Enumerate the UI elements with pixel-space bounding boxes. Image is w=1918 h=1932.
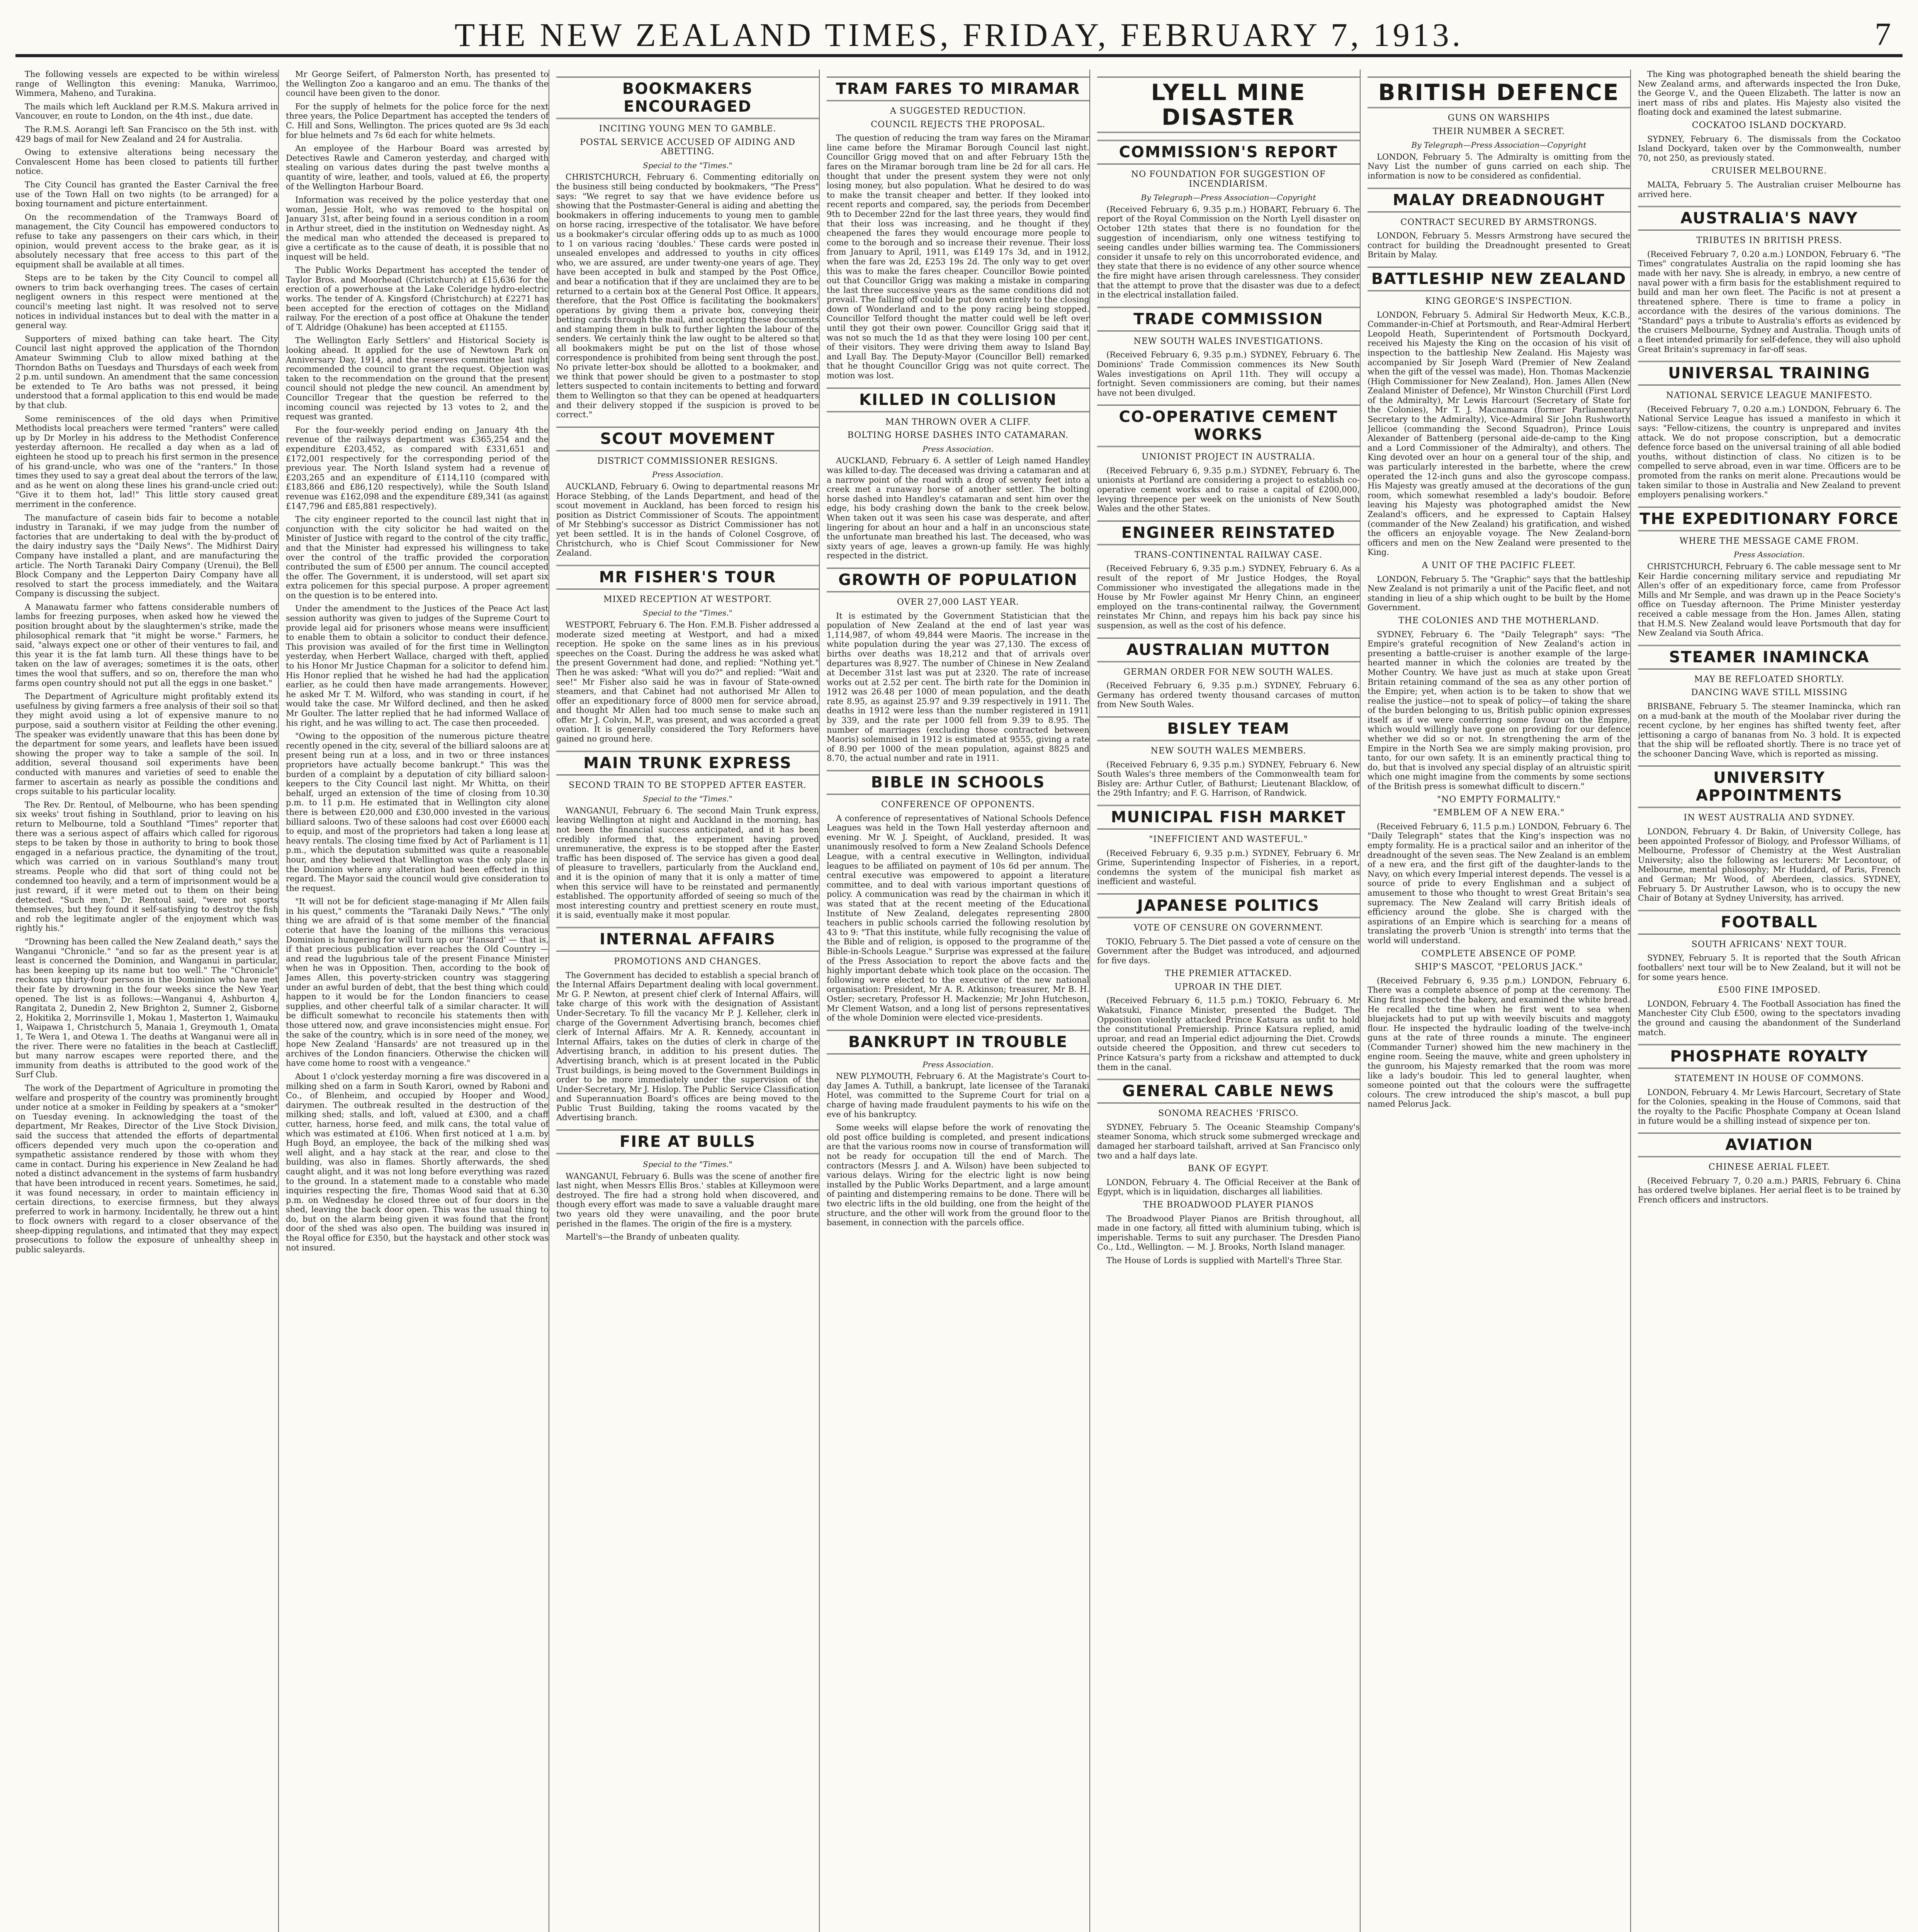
article-paragraph: (Received February 7, 0.20 a.m.) LONDON, February 6. "The Times" congratulates Australia on the rapid looming she has made with her navy. She is already, in embryo, a new centre of naval power with a firm basis for the establishment required to build and man her own fleet. The Pacific is not at present a threatened sphere. There is time to frame a policy in accordance with the desires of the various dominions. The "Standard" pays a tribute to Australia's efforts as evidenced by the cruisers Melbourne, Sydney and Australia. Though units of a fleet intended primarily for self-defence, they will also uphold Great Britain's supremacy in far-off seas.	[1638, 249, 1901, 354]
news-credit: By Telegraph—Press Association—Copyright	[1141, 193, 1316, 202]
article-paragraph: LONDON, February 4. The Official Receiver at the Bank of Egypt, which is in liquidation, discharges all liabilities.	[1097, 1177, 1360, 1197]
article-paragraph: (Received February 6, 9.35 p.m.) SYDNEY, February 6. As a result of the report of Mr Justice Hodges, the Royal Commissioner who investigated the allegations made in the House by Mr Fowler against Mr Henry Chinn, an engineer employed on the trans-continental railway, the Government reinstates Mr Chinn, and repays him his back pay since his suspension, as well as the cost of his defence.	[1097, 564, 1360, 630]
column-3	[556, 70, 820, 1932]
article-paragraph: The city engineer reported to the council last night that in conjunction with the city solicitor he had waited on the Minister of Justice with regard to the control of the city traffic, and that the Minister had expressed his willingness to take over the control of the traffic provided the corporation contributed the sum of £500 per annum. The council accepted the offer. The Government, it is understood, will set apart six extra policemen for this special purpose. A proper agreement on the question is to be entered into.	[286, 515, 549, 600]
article-paragraph: The Department of Agriculture might profitably extend its usefulness by giving farmers a free analysis of their soil so that they might avoid using a lot of expensive manure to no purpose, said a southern visitor at Feilding the other evening. The speaker was evidently unaware that this has been done by the department for some years, and leaflets have been issued showing the proper way to take a sample of the soil. In addition, several thousand soil experiments have been conducted with manures and varieties of seed to enable the farmer to ascertain as nearly as possible the conditions and crops suitable to his particular locality.	[15, 692, 278, 796]
news-credit: Press Association.	[922, 444, 994, 454]
section-subheading: UNIONIST PROJECT IN AUSTRALIA.	[1142, 452, 1315, 462]
article-paragraph: TOKIO, February 5. The Diet passed a vote of censure on the Government after the Budget was introduced, and adjourned for five days.	[1097, 937, 1360, 965]
section-headline: BATTLESHIP NEW ZEALAND	[1368, 267, 1630, 291]
section-headline: MUNICIPAL FISH MARKET	[1097, 805, 1360, 830]
section-subheading: CONFERENCE OF OPPONENTS.	[881, 800, 1035, 810]
article-paragraph: SYDNEY, February 6. The "Daily Telegraph" says: "The Empire's grateful recognition of New Zealand's action in presenting a battle-cruiser is another example of the large-hearted manner in which the colonies are treated by the Mother Country. We have just as much at stake upon Great Britain retaining command of the sea as any other portion of the Empire; yet, when action is to be taken to show that we realise the justice—not to speak of policy—of taking the share of the burden belonging to us, British public opinion expresses itself as if we were conferring some favour on the Empire, which would willingly have gone on providing for our defence whether we did so or not. In strengthening the arm of the Empire in the North Sea we are simply making provision, pro tanto, for our own safety. It is an eminently practical thing to do, but that is involved any special display of an altruistic spirit which one might imagine from the comments by some sections of the British press is somewhat difficult to discern."	[1368, 629, 1630, 791]
news-credit: Press Association.	[922, 1060, 994, 1069]
section-headline: INTERNAL AFFAIRS	[556, 927, 819, 952]
section-subheading: WHERE THE MESSAGE CAME FROM.	[1679, 536, 1859, 546]
masthead-title: THE NEW ZEALAND TIMES, FRIDAY, FEBRUARY 7, 1913.	[454, 16, 1464, 53]
article-paragraph: On the recommendation of the Tramways Board of management, the City Council has empowered conductors to refuse to take any passengers on their cars which, in their opinion, would prevent access to the brake gear, as it is absolutely necessary that free access to this part of the equipment shall be available at all times.	[15, 212, 278, 269]
article-paragraph: (Received February 7, 0.20 a.m.) LONDON, February 6. The National Service League has issued a manifesto in which it says: "Fellow-citizens, the country is unprepared and invites attack. We do not propose conscription, but a democratic defence force based on the universal training of all able bodied youths, without distinction of class. No citizen is to be compelled to serve abroad, even in war time. Officers are to be promoted from the ranks on merit alone. Precautions would be taken similar to those in Australia and New Zealand to prevent employers penalising workers."	[1638, 404, 1901, 500]
article-paragraph: The City Council has granted the Easter Carnival the free use of the Town Hall on two nights (to be arranged) for a boxing tournament and picture entertainment.	[15, 180, 278, 209]
article-paragraph: An employee of the Harbour Board was arrested by Detectives Rawle and Cameron yesterday, and charged with stealing on various dates during the past twelve months a quantity of wire, leather, and tools, valued at £6, the property of the Wellington Harbour Board.	[286, 144, 549, 191]
article-paragraph: The manufacture of casein bids fair to become a notable industry in Taranaki, if we may judge from the number of factories that are undertaking to deal with the by-product of the dairy industry says the "Daily News". The Midhirst Dairy Company have installed a plant, and are manufacturing the article. The North Taranaki Dairy Company (Urenui), the Bell Block Company and the Lepperton Dairy Company have all resolved to start the process immediately, and the Waitara Company is discussing the subject.	[15, 513, 278, 599]
article-paragraph: The House of Lords is supplied with Martell's Three Star.	[1106, 1255, 1342, 1265]
article-paragraph: Supporters of mixed bathing can take heart. The City Council last night approved the application of the Thorndon Amateur Swimming Club to allow mixed bathing at the Thorndon Baths on Tuesdays and Thursdays of each week from 2 p.m. until sundown. An amendment that the same concession be extended to Te Aro baths was not pressed, it being understood that a formal application to this end would be made by that club.	[15, 334, 278, 410]
article-paragraph: MALTA, February 5. The Australian cruiser Melbourne has arrived here.	[1638, 180, 1901, 199]
section-headline: BRITISH DEFENCE	[1368, 77, 1630, 108]
section-headline: AVIATION	[1638, 1133, 1901, 1157]
article-paragraph: LONDON, February 5. The Admiralty is omitting from the Navy List the number of guns carried on each ship. The information is now to be considered as confidential.	[1368, 152, 1630, 180]
section-subheading: UPROAR IN THE DIET.	[1174, 982, 1283, 992]
section-subheading: THEIR NUMBER A SECRET.	[1432, 126, 1565, 136]
article-paragraph: The Wellington Early Settlers' and Historical Society is looking ahead. It applied for the use of Newtown Park on Anniversary Day, 1914, and the reserves committee last night recommended the council to grant the request. Objection was taken to the recommendation on the ground that the present council should not pledge the new council. An amendment by Councillor Tregear that the question be referred to the incoming council was rejected by 13 votes to 2, and the request was granted.	[286, 336, 549, 422]
article-paragraph: SYDNEY, February 5. The Oceanic Steamship Company's steamer Sonoma, which struck some submerged wreckage and damaged her starboard tailshaft, arrived at San Francisco only two and a half days late.	[1097, 1122, 1360, 1160]
article-paragraph: Information was received by the police yesterday that one woman, Jessie Holt, who was removed to the hospital on January 31st, after being found in a serious condition in a room in Arthur street, died in the institution on Wednesday night. As the medical man who attended the deceased is prepared to give a certificate as to the cause of death, it is possible that no inquest will be held.	[286, 195, 549, 262]
section-subheading: DISTRICT COMMISSIONER RESIGNS.	[597, 456, 778, 466]
article-paragraph: (Received February 6, 11.5 p.m.) TOKIO, February 6. Mr Wakatsuki, Finance Minister, presented the Budget. The Opposition violently attacked Prince Katsura as unfit to hold the constitutional Premiership. Prince Katsura replied, amid uproar, and read an Imperial edict adjourning the Diet. Crowds outside cheered the Opposition, and threw cut seceders to Prince Katsura's party from a rickshaw and attempted to duck them in the canal.	[1097, 996, 1360, 1072]
column-1	[15, 70, 279, 1932]
column-5	[1097, 70, 1361, 1932]
section-subheading: NEW SOUTH WALES INVESTIGATIONS.	[1133, 336, 1323, 346]
section-headline: FOOTBALL	[1638, 910, 1901, 935]
article-paragraph: AUCKLAND, February 6. Owing to departmental reasons Mr Horace Stebbing, of the Lands Department, and head of the scout movement in Auckland, has been forced to resign his position as District Commissioner of Scouts. The appointment of Mr Stebbing's successor as District Commissioner has not yet been settled. It is in the hands of Colonel Cosgrove, of Christchurch, who is Chief Scout Commissioner for New Zealand.	[556, 482, 819, 558]
article-paragraph: SYDNEY, February 6. The dismissals from the Cockatoo Island Dockyard, taken over by the Commonwealth, number 70, not 250, as previously stated.	[1638, 134, 1901, 163]
article-paragraph: (Received February 6, 9.35 p.m.) LONDON, February 6. There was a complete absence of pomp at the ceremony. The King first inspected the bakery, and examined the white bread. He recalled the time when he first went to sea when bluejackets had to put up with weevily biscuits and maggoty flour. He inspected the hydraulic loading of the twelve-inch guns at the rate of three rounds a minute. The engineer (Commander Turner) showed him the new machinery in the engine room. Seeing the mauve, white and green upholstery in the gunroom, his Majesty remarked that the room was more like a lady's boudoir. This led to general laughter, when someone pointed out that the colours were the suffragette colours. The crew introduced the ship's mascot, a bull pup named Pelorus Jack.	[1368, 976, 1630, 1109]
section-subheading: A SUGGESTED REDUCTION.	[890, 106, 1026, 116]
section-headline: GROWTH OF POPULATION	[827, 568, 1089, 592]
article-paragraph: About 1 o'clock yesterday morning a fire was discovered in a milking shed on a farm in South Karori, owned by Raboni and Co., of Blenheim, and occupied by Hooper and Wood, dairymen. The outbreak resulted in the destruction of the milking shed; stalls, and loft, valued at £300, and a chaff cutter, harness, horse feed, and milk cans, the total value of which was estimated at £106. When first noticed at 1 a.m. by Hugh Boyd, an employee, the back of the milking shed was well alight, and a hay stack at the rear, and close to the building, was also in flames. Shortly afterwards, the shed caught alight, and it was not long before everything was razed to the ground. In a statement made to a constable who made inquiries respecting the fire, Thomas Wood said that at 6.30 p.m. on Wednesday he closed three out of four doors in the shed, leaving the back door open. This was the usual thing to do, but on the alarm being given it was found that the front door of the shed was also open. The building was insured in the Royal office for £350, but the haystack and other stock was not insured.	[286, 1071, 549, 1252]
news-credit: Special to the "Times."	[643, 1160, 732, 1169]
section-headline: BIBLE IN SCHOOLS	[827, 770, 1089, 795]
section-headline: BOOKMAKERS ENCOURAGED	[556, 77, 819, 119]
article-paragraph: Some reminiscences of the old days when Primitive Methodists local preachers were termed "ranters" were called up by Dr Morley in his address to the Methodist Conference yesterday afternoon. He recalled a day when as a lad of eighteen he stood up to preach his first sermon in the presence of his grand-uncle, who was one of the "ranters." In those times they used to say a great deal about the terrors of the law, and as he went on along these lines his grand-uncle cried out: "Give it to them hot, lad!" This little story caused great merriment in the conference.	[15, 414, 278, 509]
news-credit: Special to the "Times."	[643, 160, 732, 170]
article-paragraph: SYDNEY, February 5. It is reported that the South African footballers' next tour will be to New Zealand, but it will not be for some years hence.	[1638, 953, 1901, 982]
section-subheading: SOUTH AFRICANS' NEXT TOUR.	[1691, 939, 1847, 949]
article-paragraph: Martell's—the Brandy of unbeaten quality.	[566, 1232, 740, 1242]
article-paragraph: The Public Works Department has accepted the tender of Taylor Bros. and Moorhead (Christchurch) at £15,636 for the erection of a powerhouse at the Lake Coleridge hydro-electric works. The tender of A. Kingsford (Christchurch) at £2271 has been accepted for the erection of cottages on the Midland railway. For the erection of a post office at Ohakune the tender of T. Aldridge (Ohakune) has been accepted at £1155.	[286, 265, 549, 332]
news-credit: Special to the "Times."	[643, 608, 732, 618]
section-subheading: GUNS ON WARSHIPS	[1447, 113, 1550, 123]
column-4	[827, 70, 1090, 1932]
section-subheading: THE BROADWOOD PLAYER PIANOS	[1143, 1200, 1314, 1210]
section-subheading: NO FOUNDATION FOR SUGGESTION OF INCENDIARISM.	[1131, 170, 1326, 189]
section-headline: UNIVERSAL TRAINING	[1638, 361, 1901, 386]
section-subheading: "EMBLEM OF A NEW ERA."	[1433, 808, 1565, 818]
section-headline: UNIVERSITY APPOINTMENTS	[1638, 765, 1901, 808]
section-subheading: DANCING WAVE STILL MISSING	[1691, 688, 1848, 698]
section-subheading: SHIP'S MASCOT, "PELORUS JACK."	[1415, 962, 1583, 972]
section-subheading: KING GEORGE'S INSPECTION.	[1425, 296, 1573, 306]
section-headline: MALAY DREADNOUGHT	[1368, 188, 1630, 213]
article-paragraph: The R.M.S. Aorangi left San Francisco on the 5th inst. with 429 bags of mail for New Zealand and 24 for Australia.	[15, 124, 278, 144]
article-paragraph: (Received February 6, 11.5 p.m.) LONDON, February 6. The "Daily Telegraph" states that the King's inspection was no empty formality. He is a practical sailor and an inheritor of the dreadnought of the seven seas. The New Zealand is an emblem of a new era, and the first gift of the daughter-lands to the Navy, on which every Imperial interest depends. The vessel is a source of pride to every Englishman and a subject of amusement to those who thought to wrest Great Britain's sea supremacy. The New Zealand will carry British ideals of efficiency around the globe. She is charged with the aspirations of an Empire which is searching for a means of translating the proverb 'Union is strength' into terms that the world will understand.	[1368, 821, 1630, 945]
section-headline: AUSTRALIA'S NAVY	[1638, 206, 1901, 231]
article-paragraph: Some weeks will elapse before the work of renovating the old post office building is completed, and present indications are that the various rooms now in course of transformation will not be ready for occupation till the end of March. The contractors (Messrs J. and A. Wilson) have been subjected to various delays. Wiring for the electric light is now being installed by the Public Works Department, and a large amount of painting and distempering remains to be done. There will be two electric lifts in the old building, one from the height of the structure, and the other will work from the ground floor to the basement, in connection with the parcels office.	[827, 1123, 1089, 1228]
section-subheading: TRIBUTES IN BRITISH PRESS.	[1696, 236, 1842, 246]
article-paragraph: LONDON, February 5. Admiral Sir Hedworth Meux, K.C.B., Commander-in-Chief at Portsmouth, and Rear-Admiral Herbert Leopold Heath, Superintendent of Portsmouth Dockyard, received his Majesty the King on the occasion of his visit of inspection to the battleship New Zealand. His Majesty was accompanied by Sir Joseph Ward (Premier of New Zealand when the gift of the vessel was made), Hon. Thomas Mackenzie (High Commissioner for New Zealand), Hon. James Allen (New Zealand Minister of Defence), Mr Winston Churchill (First Lord of the Admiralty), Mr Lewis Harcourt (Secretary of State for the Colonies), Mr T. J. Macnamara (former Parliamentary Secretary to the Admiralty), Vice-Admiral Sir John Rushworth Jellicoe (commanding the Second Squadron), Prince Louis Alexander of Battenberg (personal aide-de-camp to the King and a Lord Commissioner of the Admiralty), and others. The King devoted over an hour on a general tour of the ship, and was particularly interested in the barbette, where the crew operated the 12-inch guns and also the gyroscope compass. His Majesty was greatly amused at the decorations of the gun room, which somewhat resembled a lady's boudoir. Before leaving his Majesty was photographed amidst the New Zealand's officers, and he expressed to Captain Halsey (commander of the New Zealand) his gratification, and wished the officers an enjoyable voyage. The New Zealand-born officers and men on the New Zealand were presented to the King.	[1368, 310, 1630, 557]
section-subheading: "INEFFICIENT AND WASTEFUL."	[1149, 834, 1308, 844]
article-paragraph: The King was photographed beneath the shield bearing the New Zealand arms, and afterwards inspected the Iron Duke, the George V., and the Queen Elizabeth. The latter is now an inert mass of ribs and plates. His Majesty also visited the floating dock and examined the latest submarine.	[1638, 70, 1901, 117]
article-paragraph: "Drowning has been called the New Zealand death," says the Wanganui "Chronicle." "and so far as the present year is at least is concerned the Dominion, and Wanganui in particular, has been keeping up its name but too well." The "Chronicle" reckons up thirty-four persons in the Dominion who have met their fate by drowning in the four weeks since the New Year opened. The list is as follows:—Wanganui 4, Ashburton 4, Rangitata 2, Dunedin 2, New Brighton 2, Sumner 2, Gisborne 2, Hokitika 2, Morrinsville 1, Mokau 1, Masterton 1, Waimauku 1, Waipawa 1, Christchurch 5, Manaia 1, Greymouth 1, Omata 1, Te Wera 1, and Otewa 1. The deaths at Wanganui were all in the river. There were no fatalities in the beach at Castlecliff, but many narrow escapes were reported there, and the immunity from deaths is attributed to the good work of the Surf Club.	[15, 937, 278, 1080]
section-subheading: INCITING YOUNG MEN TO GAMBLE.	[599, 124, 776, 134]
article-paragraph: (Received February 7, 0.20 a.m.) PARIS, February 6. China has ordered twelve biplanes. Her aerial fleet is to be trained by French officers and instructors.	[1638, 1176, 1901, 1204]
article-paragraph: Steps are to be taken by the City Council to compel all owners to trim back overhanging trees. The cases of certain negligent owners in this respect were mentioned at the council's meeting last night. It was resolved not to serve notices in individual instances but to deal with the matter in a general way.	[15, 273, 278, 330]
article-paragraph: It is estimated by the Government Statistician that the population of New Zealand at the end of last year was 1,114,987, of whom 49,844 were Maoris. The increase in the white population during the year was 27,130. The excess of births over deaths was 18,212 and that of arrivals over departures was 8,927. The number of Chinese in New Zealand at December 31st last was put at 2320. The rate of increase works out at 2.52 per cent. The birth rate for the Dominion in 1912 was 26.48 per 1000 of mean population, and the death rate 8.95, as against 25.97 and 9.39 respectively in 1911. The deaths in 1912 were less than the number registered in 1911 by 339, and the rate per 1000 fell from 9.39 to 8.95. The number of marriages (excluding those contracted between Maoris) solemnised in 1912 is estimated at 9555, giving a rate of 8.90 per 1000 of the mean population, against 8825 and 8.70, the actual number and rate in 1911.	[827, 611, 1089, 763]
section-headline: CO-OPERATIVE CEMENT WORKS	[1097, 405, 1360, 447]
article-paragraph: CHRISTCHURCH, February 6. The cable message sent to Mr Keir Hardie concerning military service and repudiating Mr Allen's offer of an expeditionary force, came from Professor Mills and Mr Semple, and was drawn up in the Peace Society's office on Tuesday afternoon. The Prime Minister yesterday received a cable message from the Hon. James Allen, stating that H.M.S. New Zealand would leave Portsmouth that day for New Zealand via South Africa.	[1638, 561, 1901, 638]
article-paragraph: A conference of representatives of National Schools Defence Leagues was held in the Town Hall yesterday afternoon and evening. Mr W. J. Speight, of Auckland, presided. It was unanimously resolved to form a New Zealand Schools Defence League, with a central executive in Wellington, individual leagues to be affiliated on payment of 10s 6d per annum. The central executive was empowered to appoint a literature committee, and to deal with various important questions of policy. A communication was read by the chairman in which it was stated that at the recent meeting of the Educational Institute of New Zealand, delegates representing 2800 teachers in public schools carried the following resolution by 43 to 9: "That this institute, while fully recognising the value of the Bible and of religion, is opposed to the programme of the Bible-in-Schools League." Surprise was expressed at the failure of the Press Association to report the above facts and the highly important debate which took place on the occasion. The following were elected to the executive of the new national organisation: President, Mr A. R. Atkinson; treasurer, Mr B. H. Ostler; secretary, Professor H. Mackenzie; Mr John Hutcheson, Mr Clement Watson, and a long list of persons representatives of the whole Dominion were elected vice-presidents.	[827, 813, 1089, 1023]
article-paragraph: The following vessels are expected to be within wireless range of Wellington this evening: Manuka, Warrimoo, Wimmera, Maheno, and Turakina.	[15, 70, 278, 98]
section-subheading: IN WEST AUSTRALIA AND SYDNEY.	[1684, 813, 1855, 823]
section-subheading: MAY BE REFLOATED SHORTLY.	[1694, 674, 1845, 684]
section-subheading: THE PREMIER ATTACKED.	[1165, 969, 1292, 979]
section-subheading: SONOMA REACHES 'FRISCO.	[1158, 1109, 1299, 1119]
news-credit: Press Association.	[652, 470, 723, 480]
article-paragraph: (Received February 6, 9.35 p.m.) SYDNEY, February 6. Germany has ordered twenty thousand carcases of mutton from New South Wales.	[1097, 681, 1360, 709]
section-headline: GENERAL CABLE NEWS	[1097, 1079, 1360, 1104]
page-number: 7	[1875, 16, 1891, 52]
article-paragraph: The Rev. Dr. Rentoul, of Melbourne, who has been spending six weeks' trout fishing in Southland, prior to leaving on his return to Melbourne, told a Southland "Times" reporter that there was a serious aspect of affairs which called for rigorous steps to be taken by those in authority to bring to book those engaged in a nefarious practice, the dynamiting of the trout, which was carried on in various Southland's many trout streams. People who did that sort of thing could not be condemned too heavily, and a term of imprisonment would be a just reward, if it were meted out to them on their being detected. "Such men," Dr. Rentoul said, "were not sports themselves, but they found it self-satisfying to destroy the fish and rob the legitimate angler of the enjoyment which was rightly his."	[15, 800, 278, 933]
article-paragraph: (Received February 6, 9.35 p.m.) SYDNEY, February 6. The unionists at Portland are considering a project to establish co-operative cement works and to raise a capital of £200,000, levying threepence per week on the unionists of New South Wales and the other States.	[1097, 466, 1360, 514]
section-subheading: TRANS-CONTINENTAL RAILWAY CASE.	[1134, 550, 1323, 560]
section-headline: MAIN TRUNK EXPRESS	[556, 751, 819, 776]
article-paragraph: For the four-weekly period ending on January 4th the revenue of the railways department was £365,254 and the expenditure £203,452, as compared with £331,651 and £172,001 respectively for the corresponding period of the previous year. The North Island system had a revenue of £203,265 and an expenditure of £114,110 (compared with £183,866 and £86,120 respectively), while the South Island revenue was £162,098 and the expenditure £89,341 (as against £147,796 and £85,881 respectively).	[286, 425, 549, 511]
article-paragraph: A Manawatu farmer who fattens considerable numbers of lambs for freezing purposes, when asked how he viewed the position brought about by the slaughtermen's strike, made the philosophical remark that "it might be worse." Farmers, he said, "always expect one or other of their ventures to fail, and this year it is the fat lamb turn. All these things have to be taken on the law of averages; sometimes it is the oats, other times the wool that suffers, and so on, therefore the man who farms open country should not put all the eggs in one basket."	[15, 602, 278, 688]
section-headline: FIRE AT BULLS	[556, 1129, 819, 1154]
article-paragraph: (Received February 6, 9.35 p.m.) HOBART, February 6. The report of the Royal Commission on the North Lyell disaster on October 12th states that there is no foundation for the suggestion of incendiarism, only one witness testifying to seeing candles under billies warming tea. The Commissioners consider it unsafe to rely on this uncorroborated evidence, and they state that there is no evidence of any other source whence the fire might have arisen through carelessness. They consider that the attempt to prove that the disaster was due to a defect in the electrical installation failed.	[1097, 204, 1360, 300]
article-paragraph: For the supply of helmets for the police force for the next three years, the Police Department has accepted the tenders of C. Hill and Sons, Wellington. The prices quoted are 9s 3d each for blue helmets and 7s 6d each for white helmets.	[286, 102, 549, 140]
article-paragraph: Under the amendment to the Justices of the Peace Act last session authority was given to judges of the Supreme Court to provide legal aid for prisoners whose means were insufficient to enable them to obtain a solicitor to conduct their defence. This provision was availed of for the first time in Wellington yesterday, when Herbert Wallace, charged with theft, applied to his Honor Mr Justice Chapman for a solicitor to defend him. His Honor replied that he wished he had had the application earlier, as he could then have made arrangements. However, he asked Mr T. M. Wilford, who was standing in court, if he would take the case. Mr Wilford declined, and then he asked Mr Goulter. The latter replied that he had informed Wallace of his right, and he was willing to act. The case then proceeded.	[286, 604, 549, 728]
section-subheading: SECOND TRAIN TO BE STOPPED AFTER EASTER.	[569, 780, 807, 790]
news-credit: Special to the "Times."	[643, 794, 732, 804]
section-headline: AUSTRALIAN MUTTON	[1097, 638, 1360, 662]
article-paragraph: LONDON, February 4. Mr Lewis Harcourt, Secretary of State for the Colonies, speaking in the House of Commons, said that the royalty to the Pacific Phosphate Company at Ocean Island in future would be a shilling instead of sixpence per ton.	[1638, 1087, 1901, 1126]
article-paragraph: The question of reducing the tram way fares on the Miramar line came before the Miramar Borough Council last night. Councillor Grigg moved that on and after February 15th the fares on the Miramar borough tram line be 2d for all cars. He thought that under the present system they were not only losing money, but also population. What he desired to do was to make the transit cheaper and better. If they looked into recent reports and compared, say, the periods from December 9th to December 22nd for the last three years, they would find that their loss was increasing, and he thought if they cheapened the fares they would encourage more people to come to the borough and so increase their revenue. Their loss from January to April, 1911, was £149 17s 3d, and in 1912, when the fare was 2d, £253 19s 2d. The only way to get over this was to make the fares cheaper. Councillor Bowie pointed out that Councillor Grigg was making a mistake in comparing the last three successive years as the same conditions did not prevail. The falling off could be put down entirely to the closing down of Wonderland and to the pony racing being stopped. Councillor Telford thought the matter could well be left over until they got their own power. Councillor Grigg said that it was not so much the 1d as that they were losing 100 per cent. of their visitors. They were driving them away to Island Bay and Lyall Bay. The Deputy-Mayor (Councillor Bell) remarked that he thought Councillor Grigg was not quite correct. The motion was lost.	[827, 133, 1089, 381]
article-paragraph: Mr George Seifert, of Palmerston North, has presented to the Wellington Zoo a kangaroo and an emu. The thanks of the council have been given to the donor.	[286, 70, 549, 98]
column-7	[1638, 70, 1901, 1932]
section-subheading: OVER 27,000 LAST YEAR.	[897, 597, 1019, 607]
section-subheading: CRUISER MELBOURNE.	[1711, 166, 1827, 176]
article-paragraph: The Government has decided to establish a special branch of the Internal Affairs Department dealing with local government. Mr G. P. Newton, at present chief clerk of Internal Affairs, will take charge of this work with the designation of Assistant Under-Secretary. To fill the vacancy Mr P. J. Kelleher, clerk in charge of the Government Advertising branch, becomes chief clerk of Internal Affairs. Mr A. R. Kennedy, accountant in Internal Affairs, takes on the duties of clerk in charge of the Advertising branch, in addition to his present duties. The Advertising branch, which is at present located in the Public Trust buildings, is being moved to the Government Buildings in order to be more immediately under the supervision of the Under-Secretary, Mr J. Hislop. The Public Service Classification and Superannuation Board's offices are being moved to the Public Trust Building, taking the rooms vacated by the Advertising branch.	[556, 970, 819, 1122]
article-paragraph: "Owing to the opposition of the numerous picture theatre recently opened in the city, several of the billiard saloons are at present being run at a loss, and in two or three instances proprietors have actually become bankrupt." This was the burden of a complaint by a deputation of city billiard saloon-keepers to the City Council last night. Mr Whitta, on their behalf, urged an extension of the time of closing from 10.30 p.m. to 11 p.m. He estimated that in Wellington city alone there is between £20,000 and £30,000 invested in the various billiard saloons. Two of these saloons had cost over £6000 each to equip, and most of the proprietors had taken a long lease at heavy rentals. The closing time fixed by Act of Parliament is 11 p.m., which the deputation submitted was quite a reasonable hour, and they believed that Wellington was the only place in the Dominion where any alteration had been effected in this regard. The Mayor said the council would give consideration to the request.	[286, 731, 549, 893]
section-subheading: PROMOTIONS AND CHANGES.	[614, 956, 761, 966]
section-subheading: BOLTING HORSE DASHES INTO CATAMARAN.	[847, 430, 1069, 440]
section-headline: TRADE COMMISSION	[1097, 307, 1360, 332]
article-paragraph: (Received February 6, 9.35 p.m.) SYDNEY, February 6. The Dominions' Trade Commission commences its New South Wales investigations on April 11th. They will occupy a fortnight. Seven commissioners are coming, but their names have not been divulged.	[1097, 350, 1360, 398]
column-2	[286, 70, 549, 1932]
section-subheading: NATIONAL SERVICE LEAGUE MANIFESTO.	[1666, 391, 1873, 401]
article-paragraph: WANGANUI, February 6. Bulls was the scene of another fire last night, when Messrs Ellis Bros.' stables at Killeymoon were destroyed. The fire had a strong hold when discovered, and though every effort was made to save a valuable draught mare two years old they were unavailing, and the poor brute perished in the flames. The origin of the fire is a mystery.	[556, 1171, 819, 1228]
section-subheading: VOTE OF CENSURE ON GOVERNMENT.	[1133, 923, 1323, 933]
section-headline: THE EXPEDITIONARY FORCE	[1638, 507, 1901, 531]
section-subheading: THE COLONIES AND THE MOTHERLAND.	[1398, 616, 1599, 626]
article-paragraph: (Received February 6, 9.35 p.m.) SYDNEY, February 6. New South Wales's three members of the Commonwealth team for Bisley are: Arthur Cutler, of Bathurst; Lieutenant Blacklow, of the 29th Infantry; and F. G. Harrison, of Randwick.	[1097, 760, 1360, 798]
masthead	[15, 8, 1903, 57]
section-subheading: MIXED RECEPTION AT WESTPORT.	[603, 594, 772, 604]
section-subheading: GERMAN ORDER FOR NEW SOUTH WALES.	[1123, 667, 1334, 677]
article-paragraph: AUCKLAND, February 6. A settler of Leigh named Handley was killed to-day. The deceased was driving a catamaran and at a narrow point of the road with a drop of seventy feet into a creek met a runaway horse of another settler. The bolting horse dashed into Handley's catamaran and sent him over the edge, his body crashing down the bank to the creek below. When taken out it was seen his case was desperate, and after lingering for about an hour and a half in an unconscious state the unfortunate man breathed his last. The deceased, who was sixty years of age, leaves a grown-up family. He was highly respected in the district.	[827, 456, 1089, 561]
section-subheading: CONTRACT SECURED BY ARMSTRONGS.	[1400, 217, 1597, 227]
section-subheading: COMPLETE ABSENCE OF POMP.	[1421, 949, 1577, 959]
section-subheading: MAN THROWN OVER A CLIFF.	[885, 417, 1031, 427]
article-paragraph: The work of the Department of Agriculture in promoting the welfare and prosperity of the country was prominently brought under notice at a smoker in Feilding by speakers at a "smoker" on Tuesday evening. In acknowledging the toast of the department, Mr Reakes, Director of the Live Stock Division, said the success that attended the efforts of departmental officers depended very much upon the co-operation and sympathetic assistance rendered by those with whom they came in contact. During his experience in New Zealand he had noted a distinct advancement in the systems of farm husbandry that have been introduced in recent years. Sometimes, he said, it was found necessary, in order to maintain efficiency in certain directions, to exercise firmness, but they always preferred to work in harmony. Incidentally, he threw out a hint to flock owners with regard to a closer observance of the sheep-dipping regulations, and intimated that they may expect prosecutions to follow the exposure of unhealthy sheep in public saleyards.	[15, 1083, 278, 1255]
article-paragraph: WESTPORT, February 6. The Hon. F.M.B. Fisher addressed a moderate sized meeting at Westport, and had a mixed reception. He spoke on the same lines as in his previous speeches on the Coast. During the address he was asked what the present Government had done, and replied: "Nothing yet." Then he was asked: "What will you do?" and replied: "Wait and see!" Mr Fisher also said he was in favour of State-owned steamers, and that Cabinet had not authorised Mr Allen to offer an expeditionary force of 8000 men for service abroad, and thought Mr Allen had too much sense to make such an offer. Mr J. Colvin, M.P., was present, and was accorded a great ovation. It is generally considered the Tory Reformers have gained no ground here.	[556, 620, 819, 744]
column-6	[1368, 70, 1631, 1932]
article-paragraph: LONDON, February 4. The Football Association has fined the Manchester City Club £500, owing to the spectators invading the ground and causing the abandonment of the Sunderland match.	[1638, 999, 1901, 1037]
section-headline: STEAMER INAMINCKA	[1638, 645, 1901, 670]
section-headline: ENGINEER REINSTATED	[1097, 520, 1360, 545]
article-paragraph: "It will not be for deficient stage-managing if Mr Allen fails in his quest," comments the "Taranaki Daily News." "The only thing we are afraid of is that some member of the financial coterie that have the loaning of the millions this veracious Dominion is hungering for will turn up our 'Hansard' — that is, if that precious publication ever reaches the Old Country — and read the lugubrious tale of the present Finance Minister when he was in Opposition. Then, according to the book of James Allen, this poverty-stricken country was staggering under an awful burden of debt, that the best thing which could happen to it would be for the London financiers to cease supplies, and other cheerful talk of a similar character. It will be difficult somewhat to reconcile his statements then with those uttered now, and grave inconsistencies might ensue. For the sake of the country, which is in sore need of the money, we hope New Zealand 'Hansards' are not treasured up in the archives of the London financiers. Otherwise the chicken will have come home to roost with a vengeance."	[286, 897, 549, 1068]
article-paragraph: (Received February 6, 9.35 p.m.) SYDNEY, February 6. Mr Grime, Superintending Inspector of Fisheries, in a report, condemns the system of the municipal fish market as inefficient and wasteful.	[1097, 848, 1360, 886]
section-headline: LYELL MINE DISASTER	[1097, 77, 1360, 133]
article-paragraph: The Broadwood Player Pianos are British throughout, all made in one factory, all fitted with aluminium tubing, which is imperishable. Terms to suit any purchaser. The Dresden Piano Co., Ltd., Wellington. — M. J. Brooks, North Island manager.	[1097, 1214, 1360, 1252]
news-credit: By Telegraph—Press Association—Copyright	[1411, 140, 1587, 150]
section-subheading: £500 FINE IMPOSED.	[1718, 985, 1821, 995]
article-paragraph: WANGANUI, February 6. The second Main Trunk express, leaving Wellington at night and Auckland in the morning, has not been the financial success anticipated, and it has been credibly informed that, the experiment having proved unremunerative, the express is to be stopped after the Easter traffic has been disposed of. The service has given a good deal of pleasure to travellers, particularly from the Auckland end, and it is the opinion of many that it is only a matter of time when this service will have to be reinstated and permanently established. The opportunity afforded of seeing so much of the most interesting country and prettiest scenery en route must, it is said, eventually make it most popular.	[556, 806, 819, 920]
section-subheading: COUNCIL REJECTS THE PROPOSAL.	[871, 119, 1045, 129]
section-subheading: CHINESE AERIAL FLEET.	[1708, 1162, 1830, 1172]
section-headline: TRAM FARES TO MIRAMAR	[827, 77, 1089, 101]
section-headline: KILLED IN COLLISION	[827, 388, 1089, 412]
article-paragraph: NEW PLYMOUTH, February 6. At the Magistrate's Court to-day James A. Tuthill, a bankrupt, late licensee of the Taranaki Hotel, was committed to the Supreme Court for trial on a charge of having made fraudulent payments to his wife on the eve of his bankruptcy.	[827, 1071, 1089, 1119]
article-paragraph: The mails which left Auckland per R.M.S. Makura arrived in Vancouver, en route to London, on the 4th inst., due date.	[15, 102, 278, 121]
article-paragraph: LONDON, February 5. The "Graphic" says that the battleship New Zealand is not primarily a unit of the Pacific fleet, and not standing in lieu of a ship which ought to be built by the Home Government.	[1368, 574, 1630, 612]
section-headline: SCOUT MOVEMENT	[556, 427, 819, 451]
section-headline: BANKRUPT IN TROUBLE	[827, 1030, 1089, 1054]
article-paragraph: LONDON, February 4. Dr Bakin, of University College, has been appointed Professor of Biology, and Professor Williams, of Melbourne, Professor of Chemistry at the West Australian University; also the following as lecturers: Mr Lecontour, of Melbourne, mental philosophy; Mr Huddard, of Paris, French and German; Mr Wood, of Aberdeen, classics. SYDNEY, February 5. Dr Austruther Lawson, who is to occupy the new Chair of Botany at Sydney University, has arrived.	[1638, 827, 1901, 903]
news-credit: Press Association.	[1734, 550, 1805, 560]
section-headline: MR FISHER'S TOUR	[556, 565, 819, 590]
article-paragraph: BRISBANE, February 5. The steamer Inamincka, which ran on a mud-bank at the mouth of the Moolabar river during the recent cyclone, by her engines has shifted twenty feet, after jettisoning a cargo of bananas from No. 3 hold. It is expected that the ship will be refloated shortly. There is no trace yet of the schooner Dancing Wave, which is reported as missing.	[1638, 701, 1901, 759]
section-headline: BISLEY TEAM	[1097, 716, 1360, 741]
section-subheading: STATEMENT IN HOUSE OF COMMONS.	[1674, 1074, 1864, 1084]
article-paragraph: LONDON, February 5. Messrs Armstrong have secured the contract for building the Dreadnought presented to Great Britain by Malay.	[1368, 231, 1630, 260]
section-headline: JAPANESE POLITICS	[1097, 893, 1360, 918]
section-subheading: POSTAL SERVICE ACCUSED OF AIDING AND ABETTING.	[580, 137, 795, 157]
section-subheading: A UNIT OF THE PACIFIC FLEET.	[1422, 560, 1576, 570]
article-paragraph: CHRISTCHURCH, February 6. Commenting editorially on the business still being conducted by bookmakers, "The Press" says: "We regret to say that we have evidence before us showing that the Postmaster-General is aiding and abetting the bookmakers in offering inducements to young men to gamble on horse racing, irrespective of the totalisator. We have before us a bookmaker's circular offering odds up to as much as 1000 to 1 on various racing 'doubles.' These cards were posted in unsealed envelopes and addressed to youths in city offices who, we are assured, are under twenty-one years of age. They have been accepted in bulk and stamped by the Post Office, and bear a notification that if they are unclaimed they are to be returned to a certain box at the General Post Office. It appears, therefore, that the Post Office is facilitating the bookmakers' operations by giving them a private box, conveying their betting cards through the mail, and accepting these documents and stamping them in bulk to further lighten the labour of the senders. We certainly think the law ought to be altered so that all bookmakers might be put on the list of those whose correspondence is prohibited from being sent through the post. No private letter-box should be allotted to a bookmaker, and we think that power should be given to a postmaster to stop letters suspected to contain incitements to betting and forward them to Wellington so that they can be opened at headquarters and their delivery stopped if the suspicion is proved to be correct."	[556, 172, 819, 420]
section-subheading: NEW SOUTH WALES MEMBERS.	[1150, 746, 1306, 756]
section-subheading: COCKATOO ISLAND DOCKYARD.	[1692, 120, 1847, 130]
section-subheading: BANK OF EGYPT.	[1187, 1164, 1269, 1174]
section-subheading: "NO EMPTY FORMALITY."	[1437, 794, 1561, 804]
article-paragraph: Owing to extensive alterations being necessary the Convalescent Home has been closed to patients till further notice.	[15, 148, 278, 176]
section-headline: COMMISSION'S REPORT	[1097, 140, 1360, 165]
section-headline: PHOSPHATE ROYALTY	[1638, 1044, 1901, 1069]
